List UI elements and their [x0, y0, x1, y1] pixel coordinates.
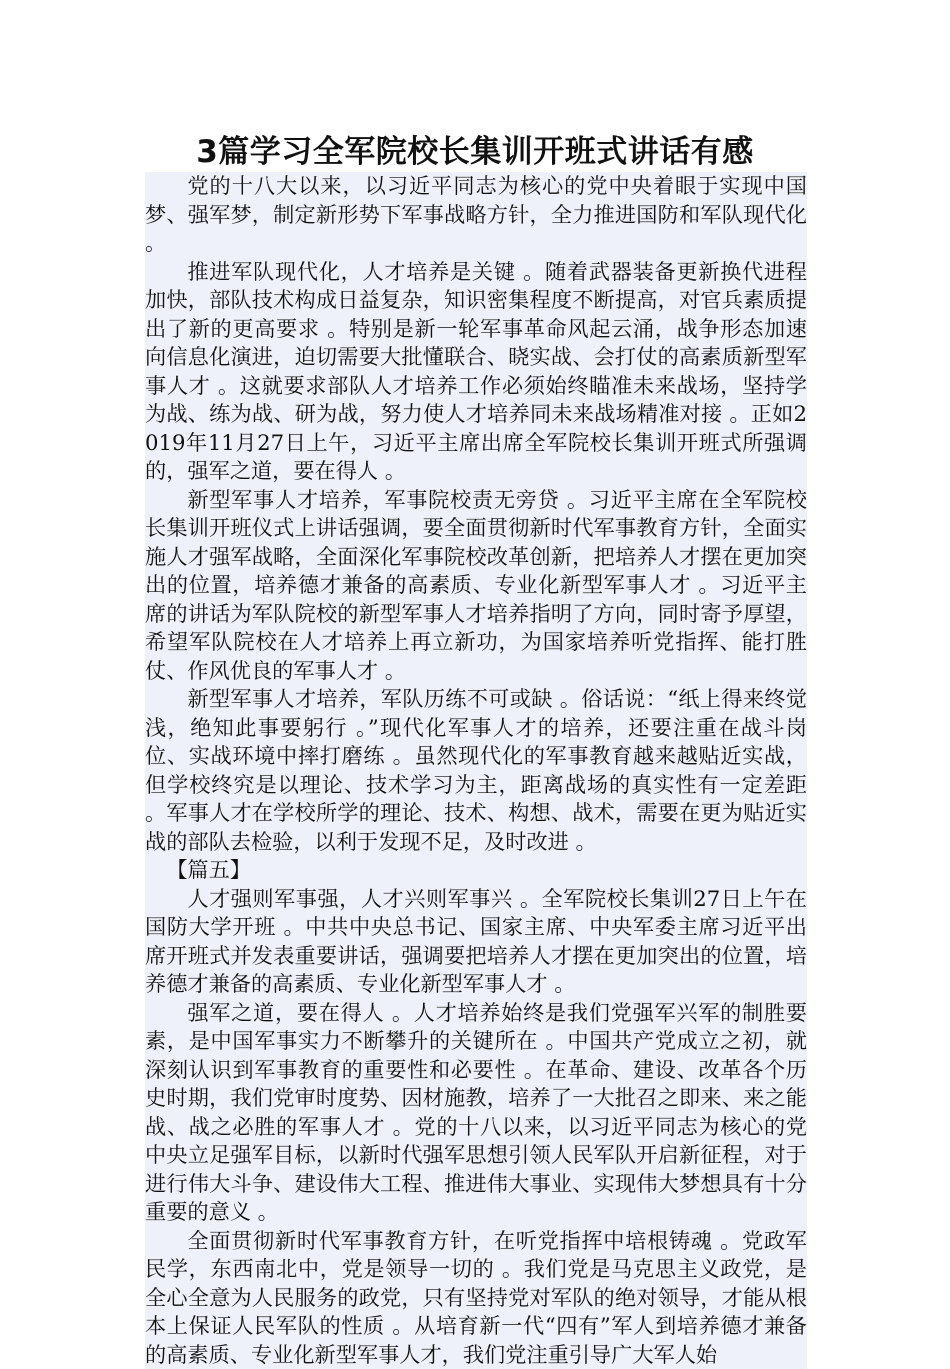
paragraph: 党的十八大以来，以习近平同志为核心的党中央着眼于实现中国梦、强军梦，制定新形势下军事战略方针，全力推进国防和军队现代化 。	[145, 172, 807, 258]
paragraph: 人才强则军事强，人才兴则军事兴 。全军院校长集训27日上午在国防大学开班 。中共中央总书记、国家主席、中央军委主席习近平出席开班式并发表重要讲话，强调要把培养人才摆在更加突出的位置，培养德才兼备的高素质、专业化新型军事人才 。	[145, 885, 807, 999]
paragraph: 新型军事人才培养，军事院校责无旁贷 。习近平主席在全军院校长集训开班仪式上讲话强调，要全面贯彻新时代军事教育方针，全面实施人才强军战略，全面深化军事院校改革创新，把培养人才摆在更加突出的位置，培养德才兼备的高素质、专业化新型军事人才 。习近平主席的讲话为军队院校的新型军事人才培养指明了方向，同时寄予厚望，希望军队院校在人才培养上再立新功，为国家培养听党指挥、能打胜仗、作风优良的军事人才 。	[145, 486, 807, 686]
document-title: 3篇学习全军院校长集训开班式讲话有感	[0, 132, 950, 172]
section-heading: 【篇五】	[145, 856, 807, 885]
paragraph: 推进军队现代化，人才培养是关键 。随着武器装备更新换代进程加快，部队技术构成日益复杂，知识密集程度不断提高，对官兵素质提出了新的更高要求 。特别是新一轮军事革命风起云涌，战争形态加速向信息化演进，迫切需要大批懂联合、晓实战、会打仗的高素质新型军事人才 。这就要求部队人才培养工作必须始终瞄准未来战场，坚持学为战、练为战、研为战，努力使人才培养同未来战场精准对接 。正如2019年11月27日上午，习近平主席出席全军院校长集训开班式所强调的，强军之道，要在得人 。	[145, 258, 807, 486]
paragraph: 全面贯彻新时代军事教育方针，在听党指挥中培根铸魂 。党政军民学，东西南北中，党是领导一切的 。我们党是马克思主义政党，是全心全意为人民服务的政党，只有坚持党对军队的绝对领导，才能从根本上保证人民军队的性质 。从培育新一代“四有”军人到培养德才兼备的高素质、专业化新型军事人才，我们党注重引导广大军人始	[145, 1227, 807, 1369]
paragraph: 新型军事人才培养，军队历练不可或缺 。俗话说：“纸上得来终觉浅，绝知此事要躬行 。”现代化军事人才的培养，还要注重在战斗岗位、实战环境中摔打磨练 。虽然现代化的军事教育越来越贴近实战，但学校终究是以理论、技术学习为主，距离战场的真实性有一定差距 。军事人才在学校所学的理论、技术、构想、战术，需要在更为贴近实战的部队去检验，以利于发现不足，及时改进 。	[145, 685, 807, 856]
document-body	[145, 172, 807, 1369]
paragraph: 强军之道，要在得人 。人才培养始终是我们党强军兴军的制胜要素，是中国军事实力不断攀升的关键所在 。中国共产党成立之初，就深刻认识到军事教育的重要性和必要性 。在革命、建设、改革各个历史时期，我们党审时度势、因材施教，培养了一大批召之即来、来之能战、战之必胜的军事人才 。党的十八以来，以习近平同志为核心的党中央立足强军目标，以新时代强军思想引领人民军队开启新征程，对于进行伟大斗争、建设伟大工程、推进伟大事业、实现伟大梦想具有十分重要的意义 。	[145, 999, 807, 1227]
